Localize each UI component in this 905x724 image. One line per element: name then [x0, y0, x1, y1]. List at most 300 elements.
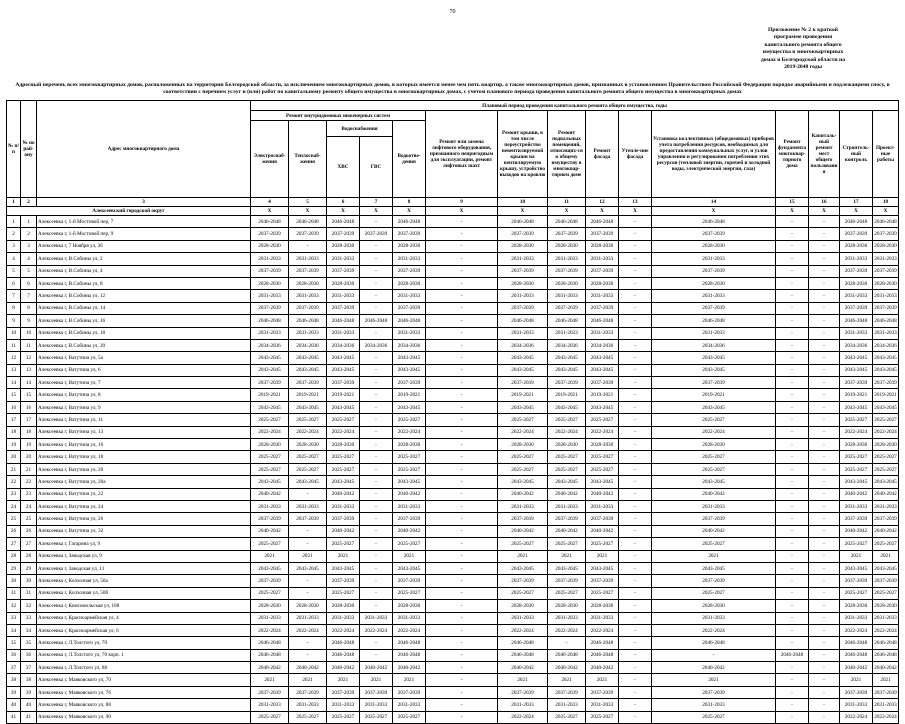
row-period-cell: - — [776, 290, 809, 302]
row-period-cell: 2037-2039 — [393, 265, 426, 277]
row-district-number: 28 — [21, 550, 37, 562]
row-district-number: 19 — [21, 439, 37, 451]
row-period-cell: - — [619, 315, 652, 327]
row-period-cell: - — [426, 662, 498, 674]
row-period-cell: 2046-2048 — [840, 649, 873, 661]
row-period-cell: - — [652, 649, 776, 661]
row-period-cell: 2031-2033 — [548, 500, 586, 512]
row-period-cell: - — [619, 600, 652, 612]
okrug-mark: X — [619, 207, 652, 216]
row-period-cell: 2028-2030 — [873, 439, 899, 451]
row-period-cell: 2040-2042 — [327, 488, 360, 500]
row-period-cell: 2046-2048 — [327, 315, 360, 327]
row-period-cell: 2046-2048 — [840, 315, 873, 327]
row-period-cell: 2028-2030 — [873, 277, 899, 289]
row-period-cell: 2025-2027 — [548, 538, 586, 550]
row-period-cell: - — [809, 674, 840, 686]
row-address: Алексеевка г, 1-й Мостовой пер, 7 — [37, 216, 251, 228]
row-period-cell: - — [426, 302, 498, 314]
row-period-cell: 2034-2036 — [652, 339, 776, 351]
row-period-cell: - — [776, 488, 809, 500]
row-number: 21 — [7, 463, 21, 475]
appendix-line: Приложение № 2 к краткой — [767, 27, 838, 33]
table-row — [7, 686, 899, 698]
row-period-cell: - — [426, 290, 498, 302]
header-insulation: Утепле-ние фасада — [619, 111, 652, 198]
header-roof: Ремонт крыши, в том числе переустройство невентилируемой крыши на вентилируемую крышу, устройство выходов на кровлю — [498, 111, 548, 198]
row-period-cell: 2031-2033 — [840, 290, 873, 302]
row-period-cell: 2031-2033 — [873, 290, 899, 302]
row-period-cell: 2021 — [586, 550, 619, 562]
row-period-cell: - — [360, 600, 393, 612]
row-period-cell: - — [776, 463, 809, 475]
row-address: Алексеевка г, Колхозная ул, 50б — [37, 587, 251, 599]
row-period-cell: 2028-2030 — [548, 600, 586, 612]
row-period-cell: - — [619, 538, 652, 550]
row-period-cell: 2031-2033 — [289, 699, 327, 711]
row-period-cell: 2037-2039 — [548, 575, 586, 587]
row-number: 15 — [7, 389, 21, 401]
table-row — [7, 500, 899, 512]
row-period-cell: 2025-2027 — [548, 463, 586, 475]
row-period-cell: 2022-2024 — [652, 426, 776, 438]
row-period-cell: 2031-2033 — [327, 699, 360, 711]
okrug-row — [7, 207, 899, 216]
row-period-cell: 2028-2030 — [548, 240, 586, 252]
row-period-cell: 2031-2033 — [327, 612, 360, 624]
row-period-cell: 2037-2039 — [548, 302, 586, 314]
table-row — [7, 562, 899, 574]
row-address: Алексеевка г, Ватутина ул, 32 — [37, 525, 251, 537]
row-period-cell: - — [619, 562, 652, 574]
table-row — [7, 637, 899, 649]
row-period-cell: 2037-2039 — [586, 302, 619, 314]
row-address: Алексеевка г, Ватутина ул, 8 — [37, 389, 251, 401]
row-period-cell: 2037-2039 — [586, 686, 619, 698]
row-number: 8 — [7, 302, 21, 314]
row-period-cell: 2046-2048 — [498, 649, 548, 661]
row-period-cell: 2025-2027 — [251, 451, 289, 463]
row-period-cell: 2037-2039 — [289, 228, 327, 240]
row-period-cell: - — [619, 364, 652, 376]
row-period-cell: 2021 — [873, 674, 899, 686]
row-period-cell: - — [776, 228, 809, 240]
row-period-cell: - — [809, 377, 840, 389]
row-period-cell: 2025-2027 — [586, 587, 619, 599]
row-period-cell: - — [289, 488, 327, 500]
row-period-cell: - — [619, 216, 652, 228]
row-period-cell: - — [776, 575, 809, 587]
okrug-mark: X — [360, 207, 393, 216]
row-period-cell: 2040-2042 — [498, 662, 548, 674]
row-period-cell: - — [360, 562, 393, 574]
row-period-cell: - — [776, 315, 809, 327]
row-period-cell: 2022-2024 — [548, 426, 586, 438]
column-number: 4 — [251, 198, 289, 207]
row-period-cell: 2037-2039 — [498, 302, 548, 314]
table-row — [7, 451, 899, 463]
row-period-cell: 2046-2048 — [840, 637, 873, 649]
row-number: 35 — [7, 637, 21, 649]
row-period-cell: - — [360, 488, 393, 500]
row-period-cell: - — [619, 500, 652, 512]
row-district-number: 14 — [21, 377, 37, 389]
table-row — [7, 587, 899, 599]
row-period-cell: 2025-2027 — [498, 451, 548, 463]
row-number: 6 — [7, 277, 21, 289]
row-period-cell: - — [809, 290, 840, 302]
row-period-cell: 2040-2042 — [548, 488, 586, 500]
row-period-cell: 2025-2027 — [652, 451, 776, 463]
row-number: 20 — [7, 451, 21, 463]
row-number: 10 — [7, 327, 21, 339]
row-period-cell: 2022-2024 — [840, 426, 873, 438]
row-period-cell: 2043-2045 — [251, 476, 289, 488]
row-number: 5 — [7, 265, 21, 277]
row-period-cell: - — [619, 575, 652, 587]
row-period-cell: - — [809, 302, 840, 314]
row-period-cell: - — [809, 426, 840, 438]
table-row — [7, 364, 899, 376]
row-period-cell: 2021 — [251, 550, 289, 562]
row-period-cell: 2043-2045 — [393, 352, 426, 364]
row-period-cell: 2025-2027 — [652, 711, 776, 723]
row-period-cell: 2028-2030 — [586, 439, 619, 451]
okrug-mark: X — [327, 207, 360, 216]
row-period-cell: 2046-2048 — [360, 315, 393, 327]
row-period-cell: - — [776, 339, 809, 351]
row-period-cell: - — [809, 525, 840, 537]
row-period-cell: 2037-2039 — [251, 377, 289, 389]
column-number: 1 — [7, 198, 21, 207]
row-address: Алексеевка г, Л.Толстого ул, 70 корп. 1 — [37, 649, 251, 661]
table-row — [7, 339, 899, 351]
okrug-mark: X — [289, 207, 327, 216]
row-period-cell: 2031-2033 — [393, 500, 426, 512]
row-district-number: 30 — [21, 575, 37, 587]
row-period-cell: 2037-2039 — [498, 265, 548, 277]
row-period-cell: 2037-2039 — [873, 513, 899, 525]
row-number: 31 — [7, 587, 21, 599]
row-period-cell: 2028-2030 — [586, 277, 619, 289]
row-address: Алексеевка г, В.Собины ул, 12 — [37, 290, 251, 302]
row-period-cell: 2037-2039 — [873, 265, 899, 277]
row-period-cell: - — [426, 550, 498, 562]
row-period-cell: 2025-2027 — [652, 587, 776, 599]
row-period-cell: 2025-2027 — [289, 463, 327, 475]
row-period-cell: - — [776, 216, 809, 228]
row-period-cell: 2028-2030 — [289, 277, 327, 289]
row-period-cell: - — [619, 488, 652, 500]
row-period-cell: 2022-2024 — [586, 426, 619, 438]
row-period-cell: - — [426, 327, 498, 339]
row-period-cell: - — [426, 538, 498, 550]
row-period-cell: - — [776, 662, 809, 674]
row-period-cell: 2034-2036 — [393, 339, 426, 351]
row-period-cell: 2025-2027 — [360, 711, 393, 723]
row-period-cell: - — [619, 290, 652, 302]
row-period-cell: - — [619, 686, 652, 698]
row-period-cell: 2037-2039 — [548, 513, 586, 525]
row-period-cell: - — [619, 624, 652, 636]
row-period-cell: - — [809, 253, 840, 265]
row-period-cell: - — [548, 637, 586, 649]
row-period-cell: - — [619, 637, 652, 649]
row-period-cell: 2037-2039 — [498, 377, 548, 389]
row-period-cell: - — [360, 637, 393, 649]
row-period-cell: - — [619, 302, 652, 314]
row-period-cell: 2046-2048 — [327, 637, 360, 649]
row-period-cell: 2040-2042 — [548, 525, 586, 537]
row-period-cell: - — [289, 538, 327, 550]
row-period-cell: 2037-2039 — [498, 575, 548, 587]
row-address: Алексеевка г, Маяковского ул, 88 — [37, 699, 251, 711]
row-period-cell: - — [426, 240, 498, 252]
row-period-cell: 2043-2045 — [327, 562, 360, 574]
row-period-cell: 2031-2033 — [548, 612, 586, 624]
row-period-cell: 2028-2030 — [873, 600, 899, 612]
row-period-cell: 2022-2024 — [289, 426, 327, 438]
row-number: 9 — [7, 315, 21, 327]
row-period-cell: 2031-2033 — [289, 327, 327, 339]
row-period-cell: - — [619, 426, 652, 438]
appendix-line: капитального ремонта общего — [764, 41, 842, 48]
row-period-cell: - — [809, 463, 840, 475]
row-district-number: 7 — [21, 290, 37, 302]
row-address: Алексеевка г, Красноармейская ул, 4 — [37, 612, 251, 624]
row-period-cell: 2025-2027 — [586, 463, 619, 475]
row-district-number: 8 — [21, 302, 37, 314]
okrug-mark: X — [776, 207, 809, 216]
row-district-number: 38 — [21, 674, 37, 686]
row-period-cell: 2025-2027 — [840, 463, 873, 475]
row-period-cell: - — [776, 352, 809, 364]
row-period-cell: 2031-2033 — [840, 327, 873, 339]
row-period-cell: - — [809, 637, 840, 649]
row-period-cell: - — [776, 513, 809, 525]
row-period-cell: - — [809, 513, 840, 525]
row-period-cell: 2037-2039 — [327, 302, 360, 314]
row-period-cell: - — [776, 401, 809, 413]
row-period-cell: - — [619, 265, 652, 277]
row-period-cell: 2031-2033 — [393, 290, 426, 302]
row-period-cell: 2031-2033 — [251, 253, 289, 265]
row-period-cell: - — [776, 538, 809, 550]
row-period-cell: - — [619, 699, 652, 711]
row-address: Алексеевка г, 7 Ноября ул, 36 — [37, 240, 251, 252]
row-address: Алексеевка г, Комсомольская ул, 108 — [37, 600, 251, 612]
table-row — [7, 302, 899, 314]
table-row — [7, 463, 899, 475]
row-period-cell: - — [776, 240, 809, 252]
row-period-cell: - — [360, 327, 393, 339]
header-facade: Ремонт фасада — [586, 111, 619, 198]
row-period-cell: 2040-2042 — [327, 525, 360, 537]
row-period-cell: 2022-2024 — [289, 624, 327, 636]
column-number-row — [7, 198, 899, 207]
row-period-cell: - — [776, 414, 809, 426]
row-period-cell: 2025-2027 — [327, 711, 360, 723]
row-period-cell: 2028-2030 — [289, 439, 327, 451]
row-period-cell: 2028-2030 — [840, 600, 873, 612]
row-period-cell: 2031-2033 — [586, 327, 619, 339]
row-period-cell: 2046-2048 — [652, 315, 776, 327]
row-period-cell: 2037-2039 — [289, 513, 327, 525]
row-period-cell: 2043-2045 — [840, 364, 873, 376]
row-period-cell: 2028-2030 — [840, 277, 873, 289]
row-period-cell: 2037-2039 — [327, 228, 360, 240]
row-period-cell: 2025-2027 — [586, 451, 619, 463]
row-period-cell: 2021 — [251, 674, 289, 686]
row-period-cell: 2021 — [548, 674, 586, 686]
row-period-cell: 2025-2027 — [840, 414, 873, 426]
table-row — [7, 600, 899, 612]
row-district-number: 33 — [21, 612, 37, 624]
row-period-cell: 2025-2027 — [393, 538, 426, 550]
row-period-cell: 2037-2039 — [251, 302, 289, 314]
row-period-cell: 2028-2030 — [548, 439, 586, 451]
row-period-cell: 2043-2045 — [289, 401, 327, 413]
row-period-cell: - — [619, 513, 652, 525]
table-row — [7, 662, 899, 674]
row-district-number: 10 — [21, 327, 37, 339]
row-period-cell: - — [776, 377, 809, 389]
row-period-cell: - — [426, 476, 498, 488]
row-period-cell: 2025-2027 — [840, 538, 873, 550]
row-period-cell: - — [289, 649, 327, 661]
row-address: Алексеевка г, Ватутина ул, 7 — [37, 377, 251, 389]
row-period-cell: 2046-2048 — [873, 637, 899, 649]
row-period-cell: 2037-2039 — [873, 302, 899, 314]
row-period-cell: 2043-2045 — [393, 401, 426, 413]
row-period-cell: - — [776, 612, 809, 624]
row-period-cell: 2028-2030 — [251, 277, 289, 289]
row-period-cell: 2028-2030 — [251, 240, 289, 252]
row-period-cell: 2031-2033 — [251, 290, 289, 302]
row-period-cell: 2037-2039 — [586, 575, 619, 587]
row-period-cell: 2046-2048 — [586, 637, 619, 649]
row-number: 32 — [7, 600, 21, 612]
row-period-cell: 2031-2033 — [251, 612, 289, 624]
row-period-cell: 2043-2045 — [652, 364, 776, 376]
okrug-mark: X — [548, 207, 586, 216]
row-period-cell: 2043-2045 — [327, 401, 360, 413]
row-period-cell: 2046-2048 — [393, 649, 426, 661]
row-period-cell: 2028-2030 — [652, 439, 776, 451]
row-period-cell: 2028-2030 — [251, 600, 289, 612]
row-period-cell: 2037-2039 — [251, 228, 289, 240]
row-number: 39 — [7, 686, 21, 698]
row-period-cell: 2025-2027 — [327, 538, 360, 550]
table-row — [7, 315, 899, 327]
row-district-number: 29 — [21, 562, 37, 574]
row-period-cell: 2037-2039 — [327, 686, 360, 698]
row-address: Алексеевка г, Ватутина ул, 11 — [37, 414, 251, 426]
column-number: 10 — [498, 198, 548, 207]
row-period-cell: 2025-2027 — [652, 463, 776, 475]
row-period-cell: 2021 — [840, 674, 873, 686]
row-number: 11 — [7, 339, 21, 351]
row-district-number: 41 — [21, 711, 37, 723]
row-period-cell: 2028-2030 — [840, 439, 873, 451]
row-period-cell: 2046-2048 — [873, 216, 899, 228]
row-period-cell: 2021 — [289, 550, 327, 562]
row-period-cell: 2031-2033 — [840, 699, 873, 711]
row-number: 38 — [7, 674, 21, 686]
row-address: Алексеевка г, 1-й Мостовой пер, 9 — [37, 228, 251, 240]
row-period-cell: - — [426, 426, 498, 438]
row-address: Алексеевка г, Ватутина ул, 16 — [37, 439, 251, 451]
row-period-cell: 2046-2048 — [548, 649, 586, 661]
row-period-cell: 2037-2039 — [360, 228, 393, 240]
row-period-cell: 2043-2045 — [548, 352, 586, 364]
row-period-cell: 2043-2045 — [586, 352, 619, 364]
row-period-cell: - — [360, 463, 393, 475]
row-period-cell: 2031-2033 — [498, 253, 548, 265]
row-period-cell: 2021 — [840, 550, 873, 562]
row-period-cell: 2043-2045 — [289, 364, 327, 376]
row-period-cell: 2022-2024 — [498, 711, 548, 723]
row-period-cell: 2019-2021 — [586, 389, 619, 401]
address-register-table — [6, 100, 899, 724]
appendix-line: имущества в многоквартирных — [762, 49, 844, 56]
row-period-cell: 2037-2039 — [498, 228, 548, 240]
row-period-cell: 2025-2027 — [498, 587, 548, 599]
row-period-cell: - — [809, 451, 840, 463]
row-period-cell: 2046-2048 — [327, 649, 360, 661]
row-period-cell: - — [809, 686, 840, 698]
row-address: Алексеевка г, Ватутина ул, 18 — [37, 451, 251, 463]
row-period-cell: 2028-2030 — [498, 277, 548, 289]
row-period-cell: - — [426, 352, 498, 364]
row-period-cell: - — [360, 401, 393, 413]
row-period-cell: - — [360, 253, 393, 265]
row-number: 3 — [7, 240, 21, 252]
table-row — [7, 277, 899, 289]
row-period-cell: - — [809, 488, 840, 500]
row-address: Алексеевка г, Маяковского ул, 70 — [37, 674, 251, 686]
row-period-cell: 2037-2039 — [548, 228, 586, 240]
row-period-cell: 2031-2033 — [327, 253, 360, 265]
row-period-cell: - — [619, 525, 652, 537]
row-period-cell: 2040-2042 — [393, 488, 426, 500]
row-period-cell: 2031-2033 — [548, 699, 586, 711]
row-period-cell: 2040-2042 — [586, 525, 619, 537]
row-period-cell: 2025-2027 — [289, 711, 327, 723]
row-period-cell: - — [776, 364, 809, 376]
row-address: Алексеевка г, Ватутина ул, 24 — [37, 500, 251, 512]
appendix-line: домах в Белгородской области на — [760, 56, 846, 63]
row-period-cell: 2037-2039 — [652, 377, 776, 389]
row-period-cell: 2037-2039 — [873, 377, 899, 389]
row-district-number: 24 — [21, 500, 37, 512]
row-period-cell: - — [360, 277, 393, 289]
row-period-cell: 2031-2033 — [498, 500, 548, 512]
row-period-cell: - — [426, 525, 498, 537]
row-period-cell: 2043-2045 — [327, 352, 360, 364]
row-period-cell: - — [809, 389, 840, 401]
row-period-cell: 2031-2033 — [840, 500, 873, 512]
row-period-cell: 2031-2033 — [652, 253, 776, 265]
row-period-cell: 2025-2027 — [873, 463, 899, 475]
header-num: № п/п — [7, 101, 21, 198]
row-period-cell: 2028-2030 — [652, 600, 776, 612]
row-number: 14 — [7, 377, 21, 389]
row-period-cell: - — [360, 575, 393, 587]
row-period-cell: 2040-2042 — [251, 488, 289, 500]
row-period-cell: 2028-2030 — [393, 277, 426, 289]
row-period-cell: 2037-2039 — [289, 686, 327, 698]
